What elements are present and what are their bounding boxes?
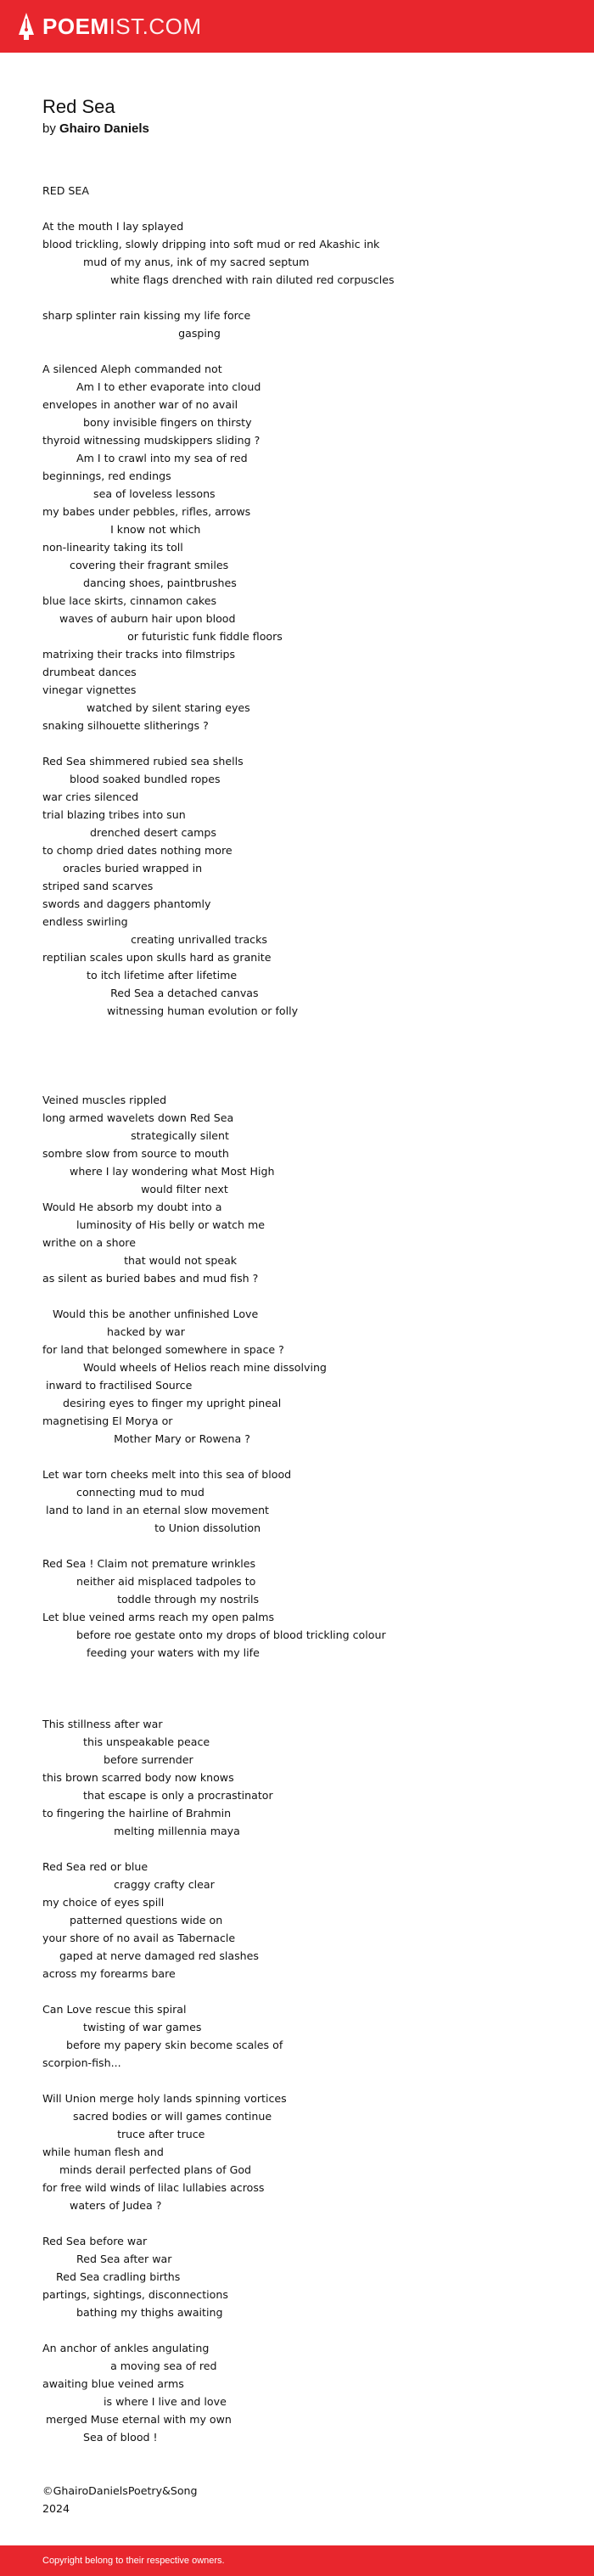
poem-line: my babes under pebbles, rifles, arrows: [42, 505, 251, 518]
poem-line: witnessing human evolution or folly: [42, 1004, 299, 1017]
poem-line: This stillness after war: [42, 1718, 163, 1730]
poem-line: waves of auburn hair upon blood: [42, 612, 236, 625]
poem-line: mud of my anus, ink of my sacred septum: [42, 256, 310, 268]
poem-line: a moving sea of red: [42, 2359, 217, 2372]
logo-text-light: IST.COM: [109, 14, 202, 39]
poem-line: patterned questions wide on: [42, 1914, 223, 1926]
poem-line: [42, 1697, 560, 1715]
poem-line: endless swirling: [42, 915, 128, 928]
poem-line: Red Sea before war: [42, 2235, 148, 2247]
poem-line: bathing my thighs awaiting: [42, 2306, 223, 2319]
poem-line: A silenced Aleph commanded not: [42, 363, 222, 375]
poem-line: At the mouth I lay splayed: [42, 220, 184, 233]
poem-line: [42, 1840, 560, 1858]
poem-line: Let war torn cheeks melt into this sea of blood: [42, 1468, 292, 1481]
poem-line: my choice of eyes spill: [42, 1896, 165, 1909]
poem-line: Red Sea ! Claim not premature wrinkles: [42, 1557, 256, 1570]
poem-author-link[interactable]: Ghairo Daniels: [59, 121, 149, 136]
poem-line: creating unrivalled tracks: [42, 933, 267, 946]
poem-line: feeding your waters with my life: [42, 1646, 260, 1659]
poem-line: war cries silenced: [42, 790, 139, 803]
poem-line: your shore of no avail as Tabernacle: [42, 1932, 236, 1944]
poem-line: non-linearity taking its toll: [42, 541, 183, 554]
site-header: [0, 0, 594, 53]
poem-line: sacred bodies or will games continue: [42, 2110, 272, 2123]
poem-line: [42, 2214, 560, 2232]
poem-line: Red Sea after war: [42, 2253, 172, 2265]
poem-line: [42, 734, 560, 752]
poem-line: Will Union merge holy lands spinning vortices: [42, 2092, 287, 2105]
poem-line: Red Sea shimmered rubied sea shells: [42, 755, 244, 768]
poem-line: envelopes in another war of no avail: [42, 398, 238, 411]
poem-line: gasping: [42, 327, 221, 340]
poem-line: twisting of war games: [42, 2021, 202, 2033]
poem-line: reptilian scales upon skulls hard as granite: [42, 951, 272, 964]
poem-line: Red Sea cradling births: [42, 2270, 181, 2283]
poem-line: to Union dissolution: [42, 1521, 261, 1534]
poem-line: or futuristic funk fiddle floors: [42, 630, 283, 643]
poem-line: long armed wavelets down Red Sea: [42, 1111, 234, 1124]
poem-line: drenched desert camps: [42, 826, 216, 839]
poem-line: covering their fragrant smiles: [42, 559, 229, 571]
poem-line: that would not speak: [42, 1254, 238, 1267]
poem-line: for free wild winds of lilac lullabies across: [42, 2181, 265, 2194]
poem-line: to itch lifetime after lifetime: [42, 969, 238, 981]
poem-line: dancing shoes, paintbrushes: [42, 577, 237, 589]
poem-line: watched by silent staring eyes: [42, 701, 250, 714]
poem-line: [42, 1537, 560, 1555]
poem-line: sharp splinter rain kissing my life force: [42, 309, 251, 322]
poem-line: beginnings, red endings: [42, 470, 171, 482]
poem-line: [42, 1073, 560, 1091]
poem-line: before roe gestate onto my drops of blood trickling colour: [42, 1628, 386, 1641]
footer-copyright: Copyright belong to their respective owners.: [42, 2556, 225, 2566]
poem-line: this unspeakable peace: [42, 1735, 210, 1748]
poem-line: trial blazing tribes into sun: [42, 808, 186, 821]
poem-line: Can Love rescue this spiral: [42, 2003, 187, 2016]
poem-line: [42, 2321, 560, 2339]
poem-line: Sea of blood !: [42, 2431, 158, 2444]
site-logo[interactable]: [17, 0, 202, 53]
poem-line: writhe on a shore: [42, 1236, 136, 1249]
poem-line: magnetising El Morya or: [42, 1415, 173, 1427]
site-logo-text: [42, 0, 202, 53]
poem-line: where I lay wondering what Most High: [42, 1165, 275, 1178]
poem-line: RED SEA: [42, 184, 89, 197]
poem-line: [42, 1020, 560, 1038]
poem-line: [42, 1662, 560, 1679]
poem-line: neither aid misplaced tadpoles to: [42, 1575, 256, 1588]
poem-line: inward to fractilised Source: [42, 1379, 193, 1392]
poem-line: before my papery skin become scales of: [42, 2039, 283, 2051]
poem-line: sea of loveless lessons: [42, 487, 216, 500]
poem-line: this brown scarred body now knows: [42, 1771, 234, 1784]
poem-line: is where I live and love: [42, 2395, 227, 2408]
poem-line: [42, 342, 560, 360]
poem-line: to fingering the hairline of Brahmin: [42, 1807, 232, 1820]
poem-line: while human flesh and: [42, 2146, 164, 2158]
poem-line: would filter next: [42, 1183, 228, 1195]
poem-line: [42, 1055, 560, 1073]
poem-line: [42, 1448, 560, 1465]
poem-byline: [42, 121, 560, 138]
poem-line: Red Sea a detached canvas: [42, 987, 259, 999]
poem-line: minds derail perfected plans of God: [42, 2163, 252, 2176]
poem-line: Would wheels of Helios reach mine dissolving: [42, 1361, 327, 1374]
poem-container: [42, 95, 560, 2517]
poem-line: before surrender: [42, 1753, 193, 1766]
poem-line: Red Sea red or blue: [42, 1860, 148, 1873]
poem-line: snaking silhouette slitherings ?: [42, 719, 209, 732]
poem-line: white flags drenched with rain diluted red corpuscles: [42, 273, 395, 286]
poem-line: waters of Judea ?: [42, 2199, 162, 2212]
poem-line: ©GhairoDanielsPoetry&Song: [42, 2484, 198, 2497]
poem-line: partings, sightings, disconnections: [42, 2288, 228, 2301]
poem-line: blood soaked bundled ropes: [42, 773, 221, 785]
poem-line: matrixing their tracks into filmstrips: [42, 648, 236, 661]
poem-line: across my forearms bare: [42, 1967, 176, 1980]
poem-line: [42, 200, 560, 217]
poem-line: craggy crafty clear: [42, 1878, 215, 1891]
poem-line: Veined muscles rippled: [42, 1094, 167, 1106]
poem-line: Let blue veined arms reach my open palms: [42, 1611, 275, 1623]
poem-body: [42, 182, 560, 2517]
poem-line: Mother Mary or Rowena ?: [42, 1432, 250, 1445]
site-footer: [0, 2545, 594, 2576]
poem-line: Would this be another unfinished Love: [42, 1308, 259, 1320]
poem-line: [42, 1038, 560, 1055]
poem-line: scorpion-fish...: [42, 2056, 121, 2069]
poem-line: thyroid witnessing mudskippers sliding ?: [42, 434, 261, 447]
poem-line: [42, 2464, 560, 2482]
poem-line: melting millennia maya: [42, 1825, 240, 1837]
poem-line: blood trickling, slowly dripping into soft mud or red Akashic ink: [42, 238, 380, 250]
poem-line: [42, 2072, 560, 2089]
poem-line: awaiting blue veined arms: [42, 2377, 184, 2390]
fountain-pen-nib-icon: [17, 12, 36, 41]
poem-line: for land that belonged somewhere in space ?: [42, 1343, 284, 1356]
poem-title: Red Sea: [42, 96, 115, 117]
poem-line: [42, 2446, 560, 2464]
poem-line: connecting mud to mud: [42, 1486, 205, 1499]
poem-line: that escape is only a procrastinator: [42, 1789, 273, 1802]
poem-line: to chomp dried dates nothing more: [42, 844, 233, 857]
poem-line: [42, 289, 560, 307]
byline-prefix: by: [42, 121, 60, 136]
poem-line: drumbeat dances: [42, 666, 137, 678]
poem-line: [42, 1287, 560, 1305]
poem-line: sombre slow from source to mouth: [42, 1147, 229, 1160]
poem-line: Would He absorb my doubt into a: [42, 1201, 222, 1213]
poem-line: striped sand scarves: [42, 880, 154, 892]
poem-line: Am I to ether evaporate into cloud: [42, 380, 261, 393]
poem-line: merged Muse eternal with my own: [42, 2413, 232, 2426]
poem-line: oracles buried wrapped in: [42, 862, 203, 875]
poem-line: vinegar vignettes: [42, 683, 137, 696]
poem-line: [42, 1983, 560, 2000]
poem-line: land to land in an eternal slow movement: [42, 1504, 269, 1516]
poem-line: truce after truce: [42, 2128, 205, 2140]
poem-line: gaped at nerve damaged red slashes: [42, 1949, 259, 1962]
poem-line: toddle through my nostrils: [42, 1593, 260, 1606]
poem-line: as silent as buried babes and mud fish ?: [42, 1272, 259, 1285]
poem-line: blue lace skirts, cinnamon cakes: [42, 594, 217, 607]
poem-line: strategically silent: [42, 1129, 229, 1142]
poem-line: luminosity of His belly or watch me: [42, 1218, 266, 1231]
poem-line: I know not which: [42, 523, 201, 536]
logo-text-bold: POEM: [42, 14, 109, 39]
poem-line: Am I to crawl into my sea of red: [42, 452, 248, 464]
poem-line: 2024: [42, 2502, 70, 2515]
poem-line: bony invisible fingers on thirsty: [42, 416, 252, 429]
poem-line: [42, 1679, 560, 1697]
poem-line: hacked by war: [42, 1325, 185, 1338]
poem-line: swords and daggers phantomly: [42, 897, 211, 910]
poem-line: desiring eyes to finger my upright pineal: [42, 1397, 282, 1409]
poem-line: An anchor of ankles angulating: [42, 2342, 210, 2354]
